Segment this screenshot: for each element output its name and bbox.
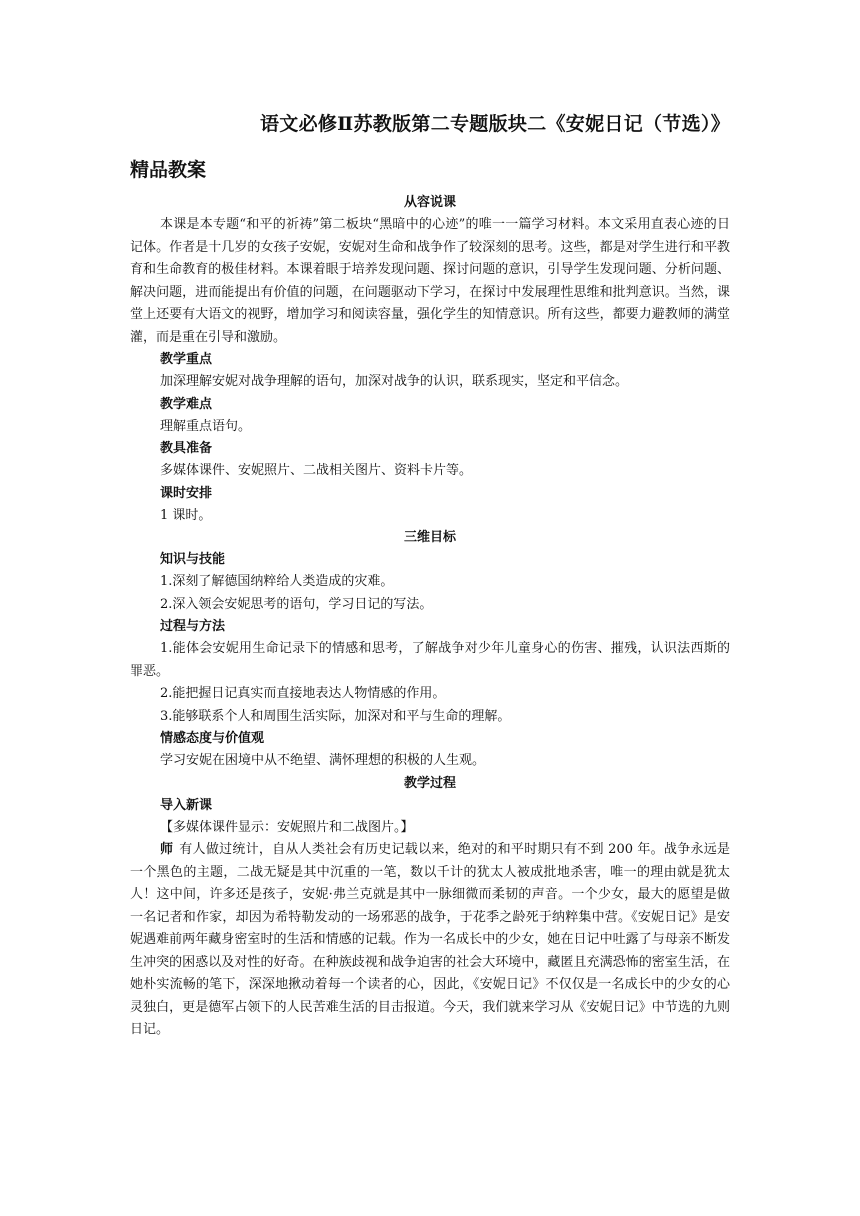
speaker-label: 师: [160, 842, 174, 857]
subheading-tools: 教具准备: [160, 441, 213, 456]
section-heading-goals: 三维目标: [403, 530, 456, 545]
key-points-text: 加深理解安妮对战争理解的语句，加深对战争的认识，联系现实，坚定和平信念。: [160, 374, 629, 389]
section-heading-shuoke: 从容说课: [403, 195, 456, 210]
subheading-intro-lesson: 导入新课: [160, 797, 213, 813]
media-note: 【多媒体课件显示：安妮照片和二战图片。】: [160, 819, 414, 835]
subheading-process: 过程与方法: [160, 619, 226, 634]
section-heading-process: 教学过程: [403, 775, 456, 791]
process-item-2: 2.能把握日记真实而直接地表达人物情感的作用。: [160, 686, 446, 701]
subheading-schedule: 课时安排: [160, 485, 213, 501]
tools-text: 多媒体课件、安妮照片、二战相关图片、资料卡片等。: [160, 463, 473, 478]
knowledge-item-2: 2.深入领会安妮思考的语句，学习日记的写法。: [160, 596, 433, 612]
document-title: 语文必修Ⅱ苏教版第二专题版块二《安妮日记（节选）》: [259, 113, 730, 135]
subheading-difficulties: 教学难点: [160, 396, 213, 412]
teacher-speech-text: 有人做过统计，自从人类社会有历史记载以来，绝对的和平时期只有不到 200 年。战争永远是一个黑色的主题，二战无疑是其中沉重的一笔，数以千计的犹太人被成批地杀害，唯一的理由就是犹太人！这中间，许多还是孩子，安妮·弗兰克就是其中一脉细微而柔韧的声音。一个少女，最大的愿望是做一名记者和作家，却因为希特勒发动的一场邪恶的战争，于花季之龄死于纳粹集中营。《安妮日记》是安妮遇难前两年藏身密室时的生活和情感的记载。作为一名成长中的少女，她在日记中吐露了与母亲不断发生冲突的困惑以及对性的好奇。在种族歧视和战争迫害的社会大环境中，藏匿且充满恐怖的密室生活，在她朴实流畅的笔下，深深地揪动着每一个读者的心，因此，《安妮日记》不仅仅是一名成长中的少女的心灵独白，更是德军占领下的人民苦难生活的目击报道。今天，我们就来学习从《安妮日记》中节选的九则日记。: [130, 842, 730, 1037]
subheading-emotion: 情感态度与价值观: [160, 731, 265, 746]
document-page: [130, 110, 730, 1042]
document-title-continued: 精品教案: [130, 159, 207, 181]
teacher-speech: [130, 839, 730, 1042]
process-item-1: 1.能体会安妮用生命记录下的情感和思考，了解战争对少年儿童身心的伤害、摧残，认识法西斯的罪恶。: [130, 641, 730, 679]
intro-paragraph: 本课是本专题“和平的祈祷”第二板块“黑暗中的心迹”的唯一一篇学习材料。本文采用直表心迹的日记体。作者是十几岁的女孩子安妮，安妮对生命和战争作了较深刻的思考。这些，都是对学生进行和平教育和生命教育的极佳材料。本课着眼于培养发现问题、探讨问题的意识，引导学生发现问题、分析问题、解决问题，进而能提出有价值的问题，在问题驱动下学习，在探讨中发展理性思维和批判意识。当然，课堂上还要有大语文的视野，增加学习和阅读容量，强化学生的知情意识。所有这些，都要力避教师的满堂灌，而是重在引导和激励。: [130, 217, 730, 345]
subheading-knowledge: 知识与技能: [160, 552, 226, 567]
subheading-key-points: 教学重点: [160, 352, 213, 367]
schedule-text: 1 课时。: [160, 507, 212, 523]
process-item-3: 3.能够联系个人和周围生活实际，加深对和平与生命的理解。: [160, 708, 511, 724]
knowledge-item-1: 1.深刻了解德国纳粹给人类造成的灾难。: [160, 574, 394, 589]
emotion-item-1: 学习安妮在困境中从不绝望、满怀理想的积极的人生观。: [160, 753, 486, 768]
difficulties-text: 理解重点语句。: [160, 418, 252, 434]
